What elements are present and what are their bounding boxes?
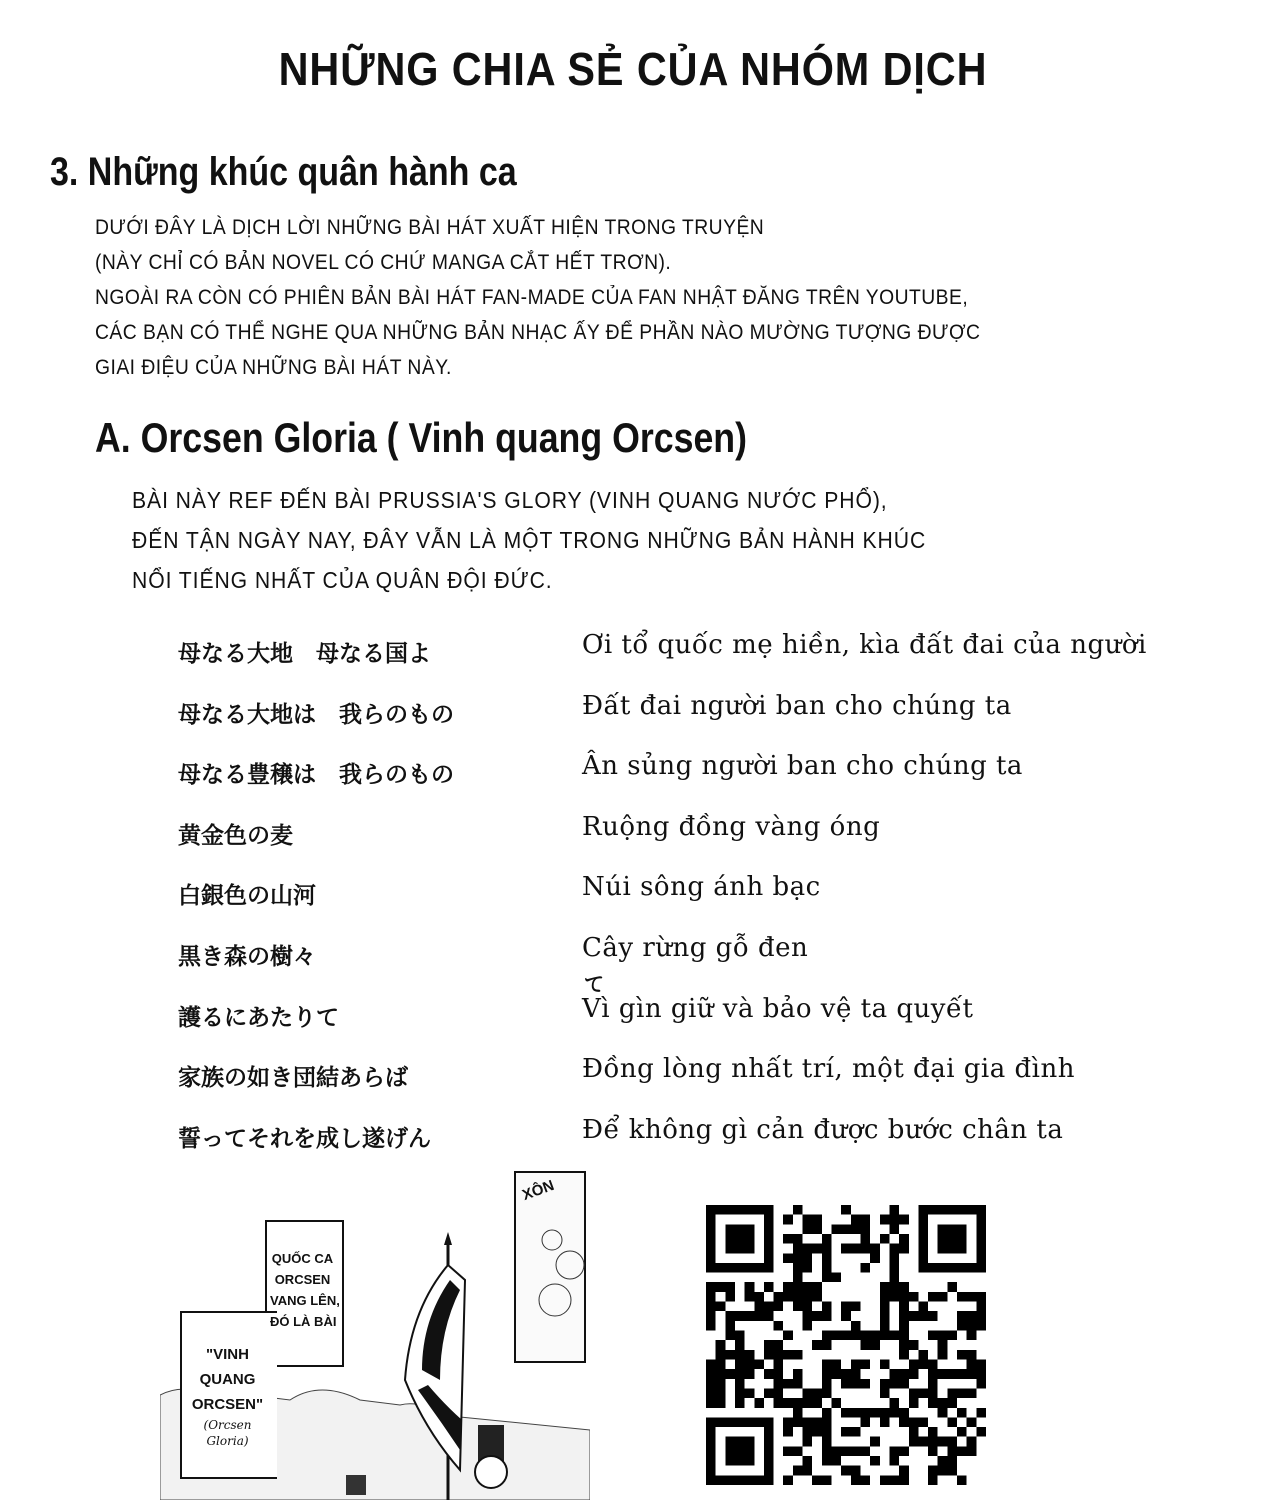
lyric-vietnamese: Ơi tổ quốc mẹ hiền, kìa đất đai của người (582, 630, 1147, 660)
lyric-japanese: 母なる大地 母なる国よ (178, 640, 431, 666)
caption-line: QUỐC CA (271, 1251, 334, 1266)
lyric-vietnamese: Cây rừng gỗ đen (582, 933, 809, 963)
lyric-vietnamese: Đất đai người ban cho chúng ta (582, 690, 1012, 721)
lyric-japanese: 母なる大地は 我らのもの (178, 700, 454, 727)
lyric-vietnamese: Ruộng đồng vàng óng (582, 811, 881, 842)
stray-character: て (584, 974, 604, 996)
caption-line: "VINH (206, 1346, 249, 1363)
caption-line: (Orcsen (203, 1418, 252, 1432)
lyric-japanese: 黄金色の麦 (178, 821, 293, 848)
caption-line: ORCSEN (274, 1272, 331, 1287)
lyric-japanese: 黒き森の樹々 (178, 943, 316, 969)
lyric-vietnamese: Vì gìn giữ và bảo vệ ta quyết (582, 993, 974, 1024)
section-heading: 3. Những khúc quân hành ca (50, 150, 517, 194)
page-title: NHỮNG CHIA SẺ CỦA NHÓM DỊCH (278, 43, 988, 95)
song-description-line: NỔI TIẾNG NHẤT CỦA QUÂN ĐỘI ĐỨC. (132, 567, 553, 593)
lyric-japanese: 白銀色の山河 (178, 882, 316, 909)
song-description-line: BÀI NÀY REF ĐẾN BÀI PRUSSIA'S GLORY (VINH QUANG NƯỚC PHỔ), (132, 487, 888, 513)
caption-line: Gloria) (206, 1434, 249, 1448)
caption-line: ĐÓ LÀ BÀI (270, 1314, 337, 1329)
lyric-japanese: 誓ってそれを成し遂げん (178, 1124, 431, 1151)
intro-line: CÁC BẠN CÓ THỂ NGHE QUA NHỮNG BẢN NHẠC ẤY ĐỂ PHẦN NÀO MƯỜNG TƯỢNG ĐƯỢC (95, 321, 981, 344)
song-description-line: ĐẾN TẬN NGÀY NAY, ĐÂY VẪN LÀ MỘT TRONG NHỮNG BẢN HÀNH KHÚC (132, 527, 927, 553)
lyric-japanese: 護るにあたりて (178, 1003, 339, 1030)
lyric-japanese: 家族の如き団結あらば (178, 1064, 408, 1091)
lyric-vietnamese: Ân sủng người ban cho chúng ta (582, 751, 1023, 782)
lyric-vietnamese: Núi sông ánh bạc (582, 872, 821, 903)
lyric-vietnamese: Để không gì cản được bước chân ta (582, 1114, 1064, 1145)
lyric-vietnamese: Đồng lòng nhất trí, một đại gia đình (582, 1054, 1075, 1085)
qr-code[interactable] (706, 1205, 986, 1485)
intro-line: GIAI ĐIỆU CỦA NHỮNG BÀI HÁT NÀY. (95, 356, 452, 379)
intro-line: (NÀY CHỈ CÓ BẢN NOVEL CÓ CHỨ MANGA CẮT HẾT TRƠN). (95, 251, 672, 274)
caption-line: QUANG (199, 1371, 256, 1388)
caption-line: VANG LÊN, (270, 1293, 340, 1308)
lyric-japanese: 母なる豊穣は 我らのもの (178, 761, 454, 788)
qr-code-icon (706, 1205, 986, 1485)
manga-panel-image (160, 1170, 590, 1500)
sound-effect: XÔN (520, 1176, 557, 1205)
intro-line: NGOÀI RA CÒN CÓ PHIÊN BẢN BÀI HÁT FAN-MADE CỦA FAN NHẬT ĐĂNG TRÊN YOUTUBE, (95, 286, 969, 309)
caption-line: ORCSEN" (191, 1396, 264, 1413)
song-heading: A. Orcsen Gloria ( Vinh quang Orcsen) (95, 414, 748, 461)
intro-line: DƯỚI ĐÂY LÀ DỊCH LỜI NHỮNG BÀI HÁT XUẤT HIỆN TRONG TRUYỆN (95, 216, 765, 239)
